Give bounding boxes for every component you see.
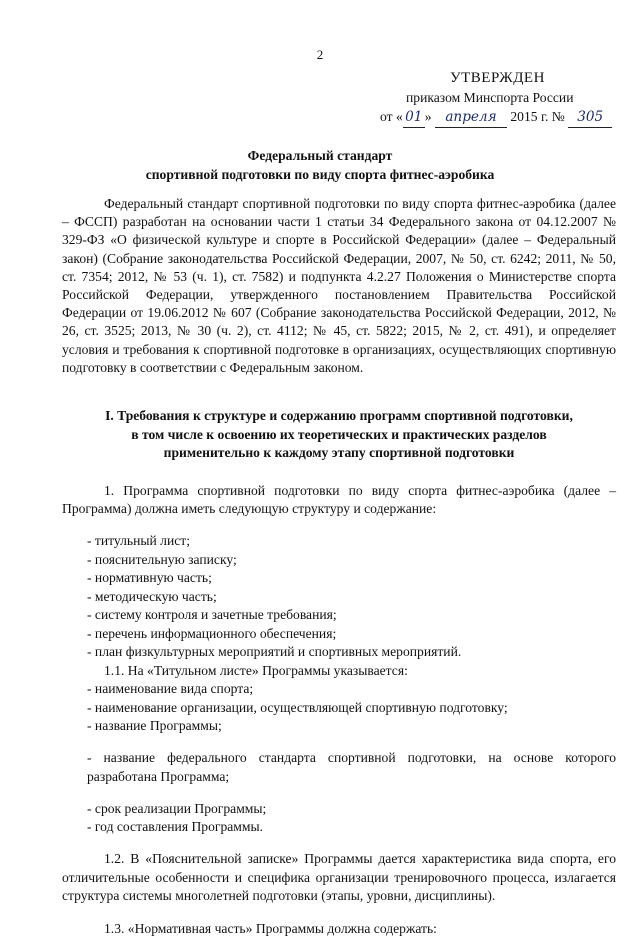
approval-close-quote: »	[424, 109, 432, 124]
section-1-body	[62, 468, 616, 952]
list-item: - систему контроля и зачетные требования;	[87, 607, 337, 623]
paragraph-1: 1. Программа спортивной подготовки по виду спорта фитнес-аэробика (далее – Программа) должна иметь следующую структуру и содержание:	[62, 482, 616, 517]
paragraph-1-2: 1.2. В «Пояснительной записке» Программы дается характеристика вида спорта, его отличительные особенности и специфика организации тренировочного процесса, излагается структура системы многолетней подготовки (этапы, уровни, дисциплины).	[62, 851, 616, 904]
approval-block	[380, 68, 630, 128]
paragraph-1-1: 1.1. На «Титульном листе» Программы указывается:	[104, 662, 408, 678]
approval-from: от «	[380, 109, 403, 124]
list-item: - наименование организации, осуществляющей спортивную подготовку;	[87, 699, 508, 715]
list-item: - титульный лист;	[87, 533, 190, 549]
approval-order: приказом Минспорта России	[406, 90, 574, 105]
section-heading-line2: в том числе к освоению их теоретических и практических разделов	[131, 426, 547, 442]
list-item: - нормативную часть;	[87, 570, 212, 586]
intro-section	[62, 195, 616, 377]
approval-year: 2015 г. №	[510, 109, 565, 124]
approval-day: 01	[403, 108, 425, 128]
list-item: - методическую часть;	[87, 588, 217, 604]
list-item: - название федерального стандарта спортивной подготовки, на основе которого разработана Программа;	[87, 750, 616, 784]
list-item: - перечень информационного обеспечения;	[87, 625, 337, 641]
approval-month: апреля	[435, 108, 507, 128]
document-title-line2: спортивной подготовки по виду спорта фитнес-аэробика	[145, 167, 495, 182]
intro-paragraph: Федеральный стандарт спортивной подготовки по виду спорта фитнес-аэробика (далее – ФССП) разработан на основании части 1 статьи 34 Федерального закона от 04.12.2007 № 329-ФЗ «О физической культуре и спорте в Российской Федерации» (далее – Федеральный закон) (Собрание законодательства Российской Федерации, 2007, № 50, ст. 6242; 2011, № 50, ст. 7354; 2012, № 53 (ч. 1), ст. 7582) и подпункта 4.2.27 Положения о Министерстве спорта Российской Федерации, утвержденного постановлением Правительства Российской Федерации от 19.06.2012 № 607 (Собрание законодательства Российской Федерации, 2012, № 26, ст. 3525; 2013, № 30 (ч. 2), ст. 4112; № 45, ст. 5822; 2015, № 2, ст. 491), и определяет условия и требования к спортивной подготовке в организациях, осуществляющих спортивную подготовку в соответствии с Федеральным законом.	[62, 196, 616, 375]
document-title-line1: Федеральный стандарт	[247, 148, 393, 163]
paragraph-1-3: 1.3. «Нормативная часть» Программы должна содержать:	[104, 920, 437, 936]
list-item: - наименование вида спорта;	[87, 681, 254, 697]
approval-title: УТВЕРЖДЕН	[450, 70, 545, 86]
list-item: - название Программы;	[87, 718, 222, 734]
section-1-heading	[62, 407, 616, 463]
section-heading-line3: применительно к каждому этапу спортивной подготовки	[163, 445, 515, 460]
list-item: - год составления Программы.	[87, 819, 264, 835]
approval-number: 305	[568, 108, 612, 128]
list-item: - пояснительную записку;	[87, 551, 237, 567]
section-heading-line1: I. Требования к структуре и содержанию программ спортивной подготовки,	[105, 408, 573, 423]
list-item: - план физкультурных мероприятий и спортивных мероприятий.	[87, 644, 462, 660]
approval-date-line	[380, 107, 630, 128]
list-item: - срок реализации Программы;	[87, 800, 267, 816]
document-title	[0, 146, 640, 184]
page-number: 2	[316, 47, 324, 62]
